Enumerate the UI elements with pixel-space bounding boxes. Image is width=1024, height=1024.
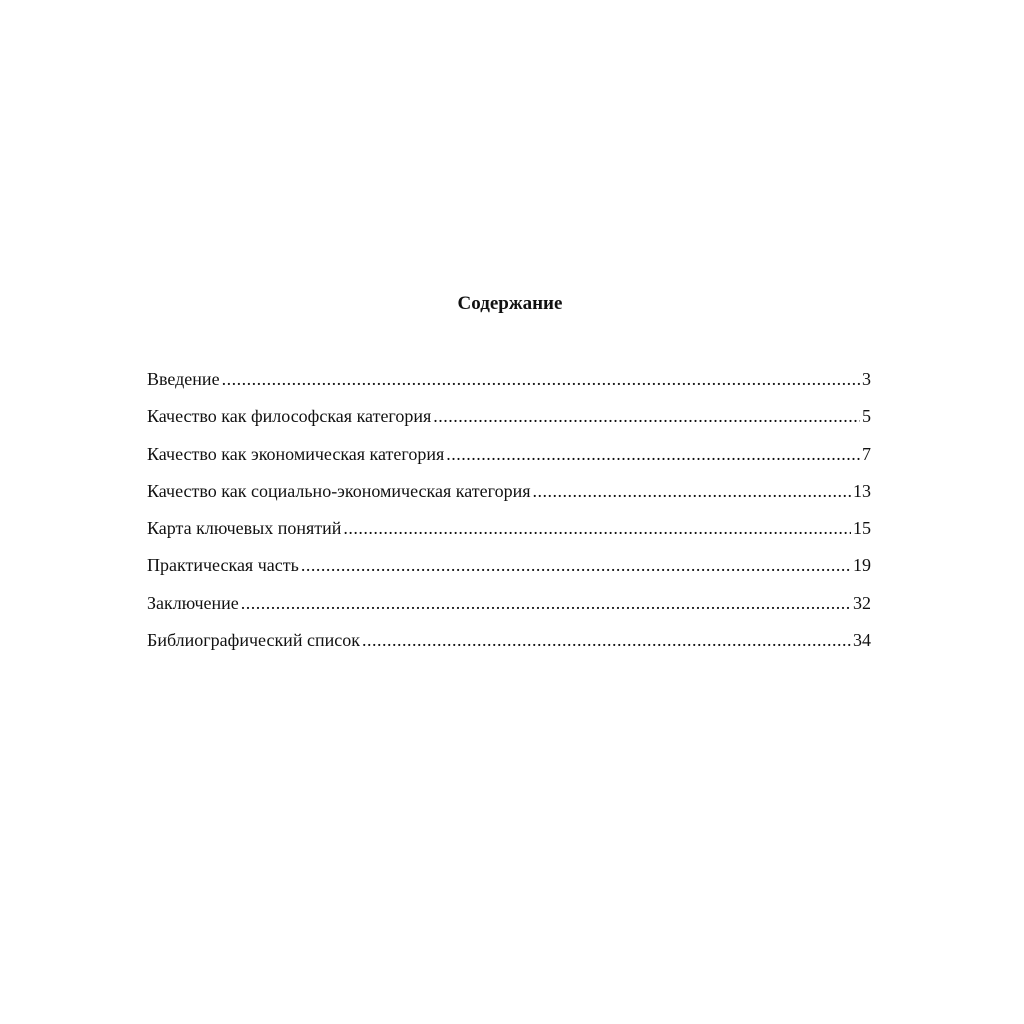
toc-entry [147, 590, 871, 627]
toc-entry-label: Качество как философская категория [147, 406, 432, 427]
toc-page-number: 15 [853, 518, 871, 539]
toc-entry [147, 366, 871, 403]
toc-dot-leader [446, 441, 860, 467]
toc-entry-label: Библиографический список [147, 630, 360, 651]
table-of-contents [147, 366, 871, 664]
toc-page-number: 5 [862, 406, 871, 427]
toc-entry [147, 441, 871, 478]
toc-dot-leader [362, 627, 851, 653]
toc-page-number: 7 [862, 443, 871, 464]
toc-entry [147, 403, 871, 440]
toc-entry-label: Практическая часть [147, 555, 299, 576]
toc-page-number: 13 [853, 480, 871, 501]
toc-entry [147, 627, 871, 664]
toc-entry-label: Качество как экономическая категория [147, 443, 445, 464]
toc-page-number: 34 [853, 630, 871, 651]
toc-entry-label: Введение [147, 369, 220, 389]
toc-page-number: 3 [862, 369, 871, 389]
toc-page-number: 19 [853, 555, 871, 576]
toc-entry-label: Карта ключевых понятий [147, 518, 342, 539]
toc-entry-label: Качество как социально-экономическая категория [147, 480, 531, 501]
toc-entry [147, 515, 871, 552]
toc-dot-leader [241, 590, 851, 616]
toc-dot-leader [343, 515, 851, 541]
toc-entry [147, 478, 871, 515]
toc-entry-label: Заключение [147, 592, 239, 613]
toc-title: Содержание [457, 293, 563, 314]
toc-dot-leader [532, 478, 851, 504]
toc-page-number: 32 [853, 592, 871, 613]
toc-dot-leader [301, 552, 851, 578]
toc-dot-leader [433, 403, 860, 429]
toc-entry [147, 552, 871, 589]
toc-dot-leader [222, 366, 860, 392]
